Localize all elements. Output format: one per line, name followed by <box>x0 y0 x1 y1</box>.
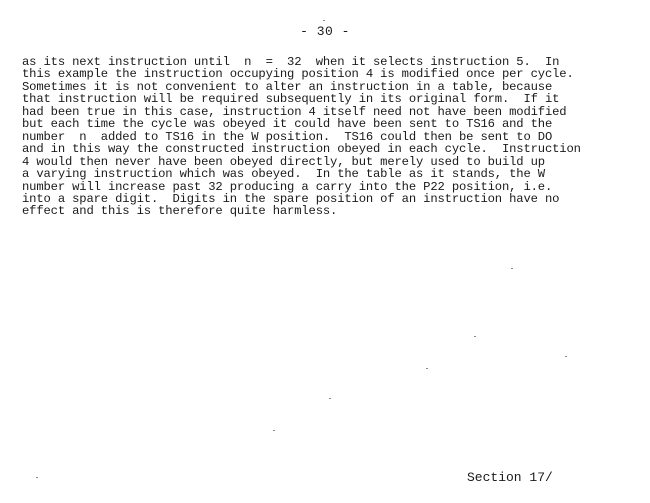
scan-speck <box>36 477 38 478</box>
text-line: had been true in this case, instruction 4 itself need not have been modified <box>22 104 567 119</box>
scan-speck <box>565 356 567 357</box>
text-line: that instruction will be required subsequently in its original form. If it <box>22 92 560 107</box>
page-number: - 30 - <box>300 24 350 39</box>
body-paragraph <box>22 56 642 218</box>
scan-speck <box>474 336 476 337</box>
scan-speck <box>323 20 325 21</box>
text-line: effect and this is therefore quite harmless. <box>22 204 338 219</box>
text-line: as its next instruction until n = 32 when it selects instruction 5. In <box>22 55 560 69</box>
text-line: a varying instruction which was obeyed. In the table as it stands, the W <box>22 167 545 182</box>
text-line: number will increase past 32 producing a carry into the P22 position, i.e. <box>22 179 553 194</box>
scan-speck <box>273 430 275 431</box>
text-line: this example the instruction occupying position 4 is modified once per cycle. <box>22 67 574 82</box>
text-line: and in this way the constructed instruction obeyed in each cycle. Instruction <box>22 142 581 157</box>
scan-speck <box>329 398 331 399</box>
text-line: but each time the cycle was obeyed it could have been sent to TS16 and the <box>22 117 553 132</box>
text-line: Sometimes it is not convenient to alter an instruction in a table, because <box>22 79 553 94</box>
text-line: number n added to TS16 in the W position. TS16 could then be sent to DO <box>22 129 553 144</box>
footer-catchword: Section 17/ <box>467 470 553 485</box>
text-line: 4 would then never have been obeyed directly, but merely used to build up <box>22 154 545 169</box>
text-line: into a spare digit. Digits in the spare position of an instruction have no <box>22 191 560 206</box>
scan-speck <box>511 268 513 269</box>
scan-speck <box>426 368 428 369</box>
